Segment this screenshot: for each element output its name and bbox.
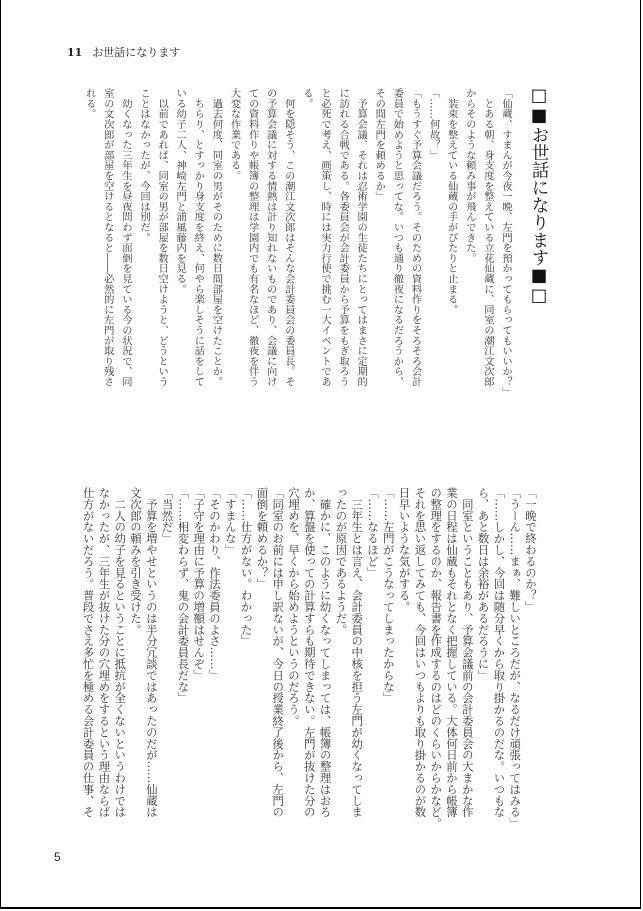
text-column: ことはなかったが、今回は別だ。 (138, 88, 150, 243)
text-column: 室の文次郎が部屋を空けるとなると――必然的に左門が取り残さ (101, 88, 114, 387)
text-column: 「……しかし、今回は随分早くから取り掛かるのだな。いつもな (492, 487, 507, 818)
text-column: に訪れる合戦である。各委員会が会計委員から予算をもぎ取ろう (337, 88, 350, 387)
text-column: 大変な作業である。 (228, 88, 241, 181)
text-column: 「……仕方がない。わかった」 (239, 487, 254, 647)
text-column: 「仙蔵、すまんが今夜一晩、左門を預かってもらってもいいか？」 (500, 88, 512, 397)
text-column: 「当然だ」 (160, 487, 175, 544)
text-column: 同室ということもあり、予算会議前の会計委員会の大まかな作 (460, 487, 475, 818)
text-column: と必死で考え、画策し、時には実力行使で挑む一大イベントであ (319, 88, 331, 387)
text-column: 確かに、このように幼くなってしまっては、帳簿の整理はおろ (318, 487, 333, 818)
text-column: からそのような頼み事が飛んできた。 (463, 88, 476, 264)
section-title: □■お世話になります■□ (529, 86, 549, 306)
text-column: 何を隠そう、この潮江文次郎はそんな会計委員会の委員長。そ (282, 88, 295, 387)
text-column: ちらり、とすっかり身支度を終え、何やら楽しそうに話をして (192, 88, 205, 387)
text-column: 業の日程は仙蔵もそれとなく把握している。大体何日前から帳簿 (445, 487, 459, 818)
text-column: 三年生とは言え、会計委員の中核を担う左門が幼くなってしま (350, 487, 365, 818)
text-column: 「もうすぐ予算会議だろう。そのための資料作りをそろそろ会計 (409, 88, 422, 387)
text-column: 「すまんな」 (223, 487, 238, 556)
text-column: とある朝、身支度を整えている立花仙蔵に、同室の潮江文次郎 (481, 88, 494, 387)
text-column: 「同室のお前には申し訳ないが、今日の授業終了後から、左門の (271, 487, 286, 818)
text-column: れる。 (83, 88, 96, 119)
text-column: 装束を整えている仙蔵の手がぴたりと止まる。 (445, 88, 458, 315)
text-column: の整理をするのか、報告書を作成するのはどのくらいからかなど。 (429, 487, 444, 829)
text-column: いる幼子二人、神崎左門と浦風藤内を見る。 (174, 88, 187, 294)
chapter-title: お世話になります (92, 46, 181, 59)
text-column: 予算を増やせというのは半分冗談ではあったのだが……仙蔵は (144, 487, 159, 818)
text-column: 「子守を理由に予算の増額はせんぞ」 (192, 487, 207, 681)
text-column: 日早いような気がする。 (397, 487, 412, 613)
text-column: 「……左門がこうなってしまったからな」 (381, 487, 396, 704)
chapter-number: 11 (67, 46, 83, 59)
text-column: か、算盤を使っての計算すらも期待できない。左門が抜けた分の (302, 487, 317, 818)
text-column: 「うーん……まぁ、難しいところだが、なるだけ頑張ってはみる」 (508, 487, 523, 829)
text-column: 穴埋めを、早くから始めようというのだろう。 (287, 487, 301, 727)
text-column: ての資料作りや帳簿の整理は学園内でも有名なほど、徹夜を伴う (246, 88, 259, 387)
text-column: 委員で始めようと思ってな。いつも通り徹夜になるだろうから、 (391, 88, 404, 387)
text-column: 仕方がないだろう。普段でさえ多忙を極める会計委員の仕事、そ (81, 487, 96, 818)
text-column: 「……何故？」 (427, 88, 440, 161)
text-column: る。 (300, 88, 313, 109)
text-column: 以前であれば、同室の男が部屋を数日空けようと、どうという (156, 88, 169, 387)
text-column: ら、あと数日は余裕があるだろうに」 (476, 487, 491, 681)
text-column: 文次郎の頼みを引き受けた。 (129, 487, 143, 636)
text-column: 「そのかわり、作法委員のよさ……」 (208, 487, 222, 681)
text-column: 面倒を頼めるか？」 (255, 487, 270, 590)
text-column: 予算会議、それは忍術学園の生徒たちにとってはまさに定期的 (355, 88, 368, 387)
text-column: それを思い返してみても、今回はいつもよりも取り掛かるのが数 (413, 487, 428, 818)
text-column: その間左門を頼めるか」 (373, 88, 386, 202)
text-column: 過去何度、同室の男がそのために数日間部屋を空けたことか。 (210, 88, 223, 387)
page-number: 5 (54, 850, 61, 864)
text-column: なかったが、三年生が抜けた分の穴埋めをするという理由ならば (97, 487, 112, 818)
text-column: 幼くなった三年生を昼夜問わず面倒を見ている今の状況で、同 (119, 88, 132, 387)
text-column: の予算会議に対する情熱は計り知れないものであり、会議に向け (264, 88, 277, 387)
text-column: 「一晩で終わるのか？」 (524, 487, 538, 613)
running-header (67, 44, 180, 60)
text-column: 「……なるほど」 (366, 487, 380, 579)
text-column: ったのが原因であるようだ。 (334, 487, 349, 636)
text-column: 二人の幼子を見るということに抵抗が全くないというわけでは (113, 487, 128, 818)
text-column: 「……相変わらず、鬼の会計委員長だな」 (176, 487, 191, 704)
